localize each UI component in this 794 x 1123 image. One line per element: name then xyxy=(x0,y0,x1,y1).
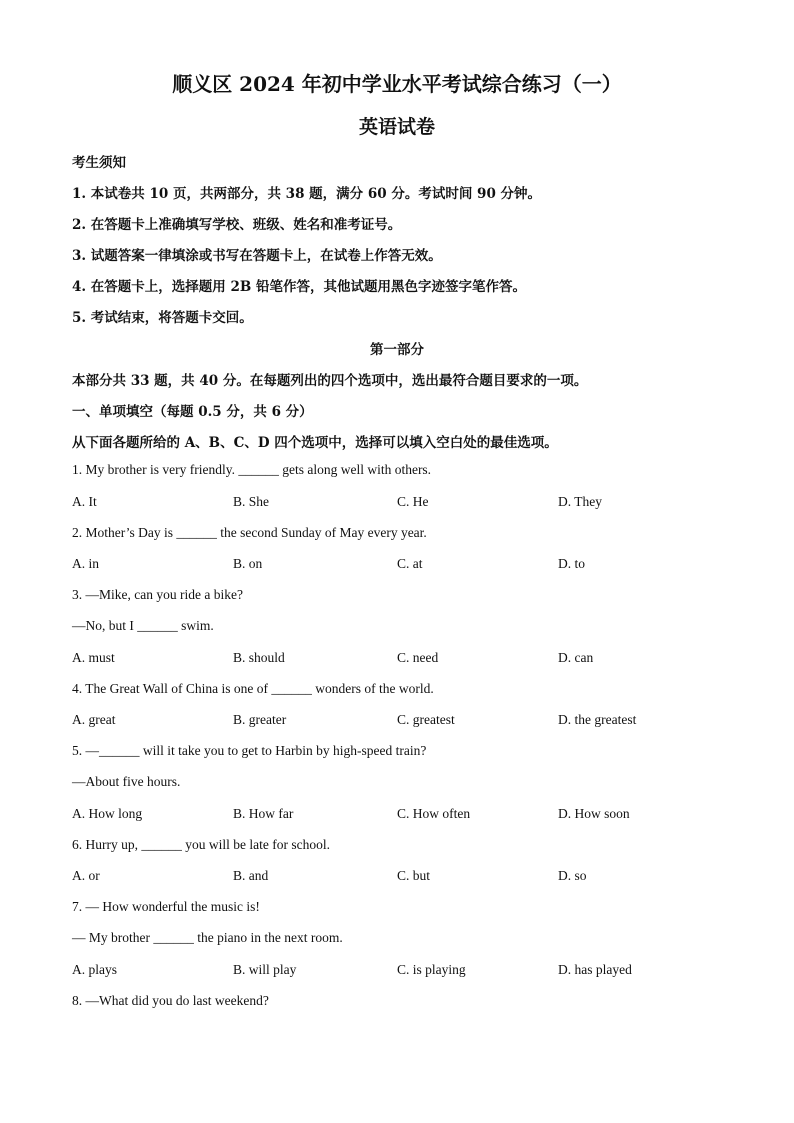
option-d: D. How soon xyxy=(558,806,630,821)
notice-item: 3. 试题答案一律填涂或书写在答题卡上，在试卷上作答无效。 xyxy=(72,248,442,264)
option-b: B. on xyxy=(233,556,263,571)
option-d: D. has played xyxy=(558,962,632,977)
option-a: A. It xyxy=(72,494,97,509)
option-c: C. need xyxy=(397,650,439,665)
section-instruction: 从下面各题所给的 A、B、C、D 四个选项中，选择可以填入空白处的最佳选项。 xyxy=(72,435,558,451)
question-text: —About five hours. xyxy=(72,774,181,789)
option-d: D. the greatest xyxy=(558,712,637,727)
part-intro: 本部分共 33 题，共 40 分。在每题列出的四个选项中，选出最符合题目要求的一项。 xyxy=(72,373,588,389)
part-heading: 第一部分 xyxy=(370,342,424,358)
option-b: B. and xyxy=(233,868,269,883)
question-text: 8. —What did you do last weekend? xyxy=(72,993,269,1008)
section-title: 一、单项填空（每题 0.5 分，共 6 分） xyxy=(72,404,313,420)
notice-item: 2. 在答题卡上准确填写学校、班级、姓名和准考证号。 xyxy=(72,217,402,233)
option-a: A. great xyxy=(72,712,116,727)
question-text: — My brother ______ the piano in the next room. xyxy=(72,930,343,945)
notice-item: 5. 考试结束，将答题卡交回。 xyxy=(72,310,253,326)
option-c: C. How often xyxy=(397,806,471,821)
option-c: C. greatest xyxy=(397,712,455,727)
question-text: 7. — How wonderful the music is! xyxy=(72,899,260,914)
option-d: D. can xyxy=(558,650,594,665)
notice-item: 1. 本试卷共 10 页，共两部分，共 38 题，满分 60 分。考试时间 90 分钟。 xyxy=(72,186,542,202)
option-a: A. How long xyxy=(72,806,143,821)
exam-subtitle: 英语试卷 xyxy=(358,116,435,138)
option-b: B. She xyxy=(233,494,270,509)
question-text: 2. Mother’s Day is ______ the second Sunday of May every year. xyxy=(72,525,427,540)
option-b: B. should xyxy=(233,650,285,665)
notice-item: 4. 在答题卡上，选择题用 2B 铅笔作答，其他试题用黑色字迹签字笔作答。 xyxy=(72,279,526,295)
option-a: A. or xyxy=(72,868,100,883)
option-c: C. at xyxy=(397,556,423,571)
question-text: 6. Hurry up, ______ you will be late for school. xyxy=(72,837,330,852)
question-text: 3. —Mike, can you ride a bike? xyxy=(72,587,243,602)
option-a: A. in xyxy=(72,556,99,571)
option-d: D. They xyxy=(558,494,602,509)
question-text: 1. My brother is very friendly. ______ gets along well with others. xyxy=(72,462,432,477)
question-text: 4. The Great Wall of China is one of ______ wonders of the world. xyxy=(72,681,434,696)
option-a: A. must xyxy=(72,650,115,665)
option-a: A. plays xyxy=(72,962,117,977)
question-text: —No, but I ______ swim. xyxy=(72,618,214,633)
notice-heading: 考生须知 xyxy=(72,155,126,171)
question-text: 5. —______ will it take you to get to Harbin by high-speed train? xyxy=(72,743,427,758)
option-c: C. but xyxy=(397,868,431,883)
option-b: B. greater xyxy=(233,712,287,727)
option-c: C. He xyxy=(397,494,429,509)
option-d: D. so xyxy=(558,868,587,883)
exam-title: 顺义区 2024 年初中学业水平考试综合练习（一） xyxy=(172,72,622,96)
option-b: B. How far xyxy=(233,806,294,821)
option-b: B. will play xyxy=(233,962,297,977)
option-d: D. to xyxy=(558,556,585,571)
option-c: C. is playing xyxy=(397,962,466,977)
